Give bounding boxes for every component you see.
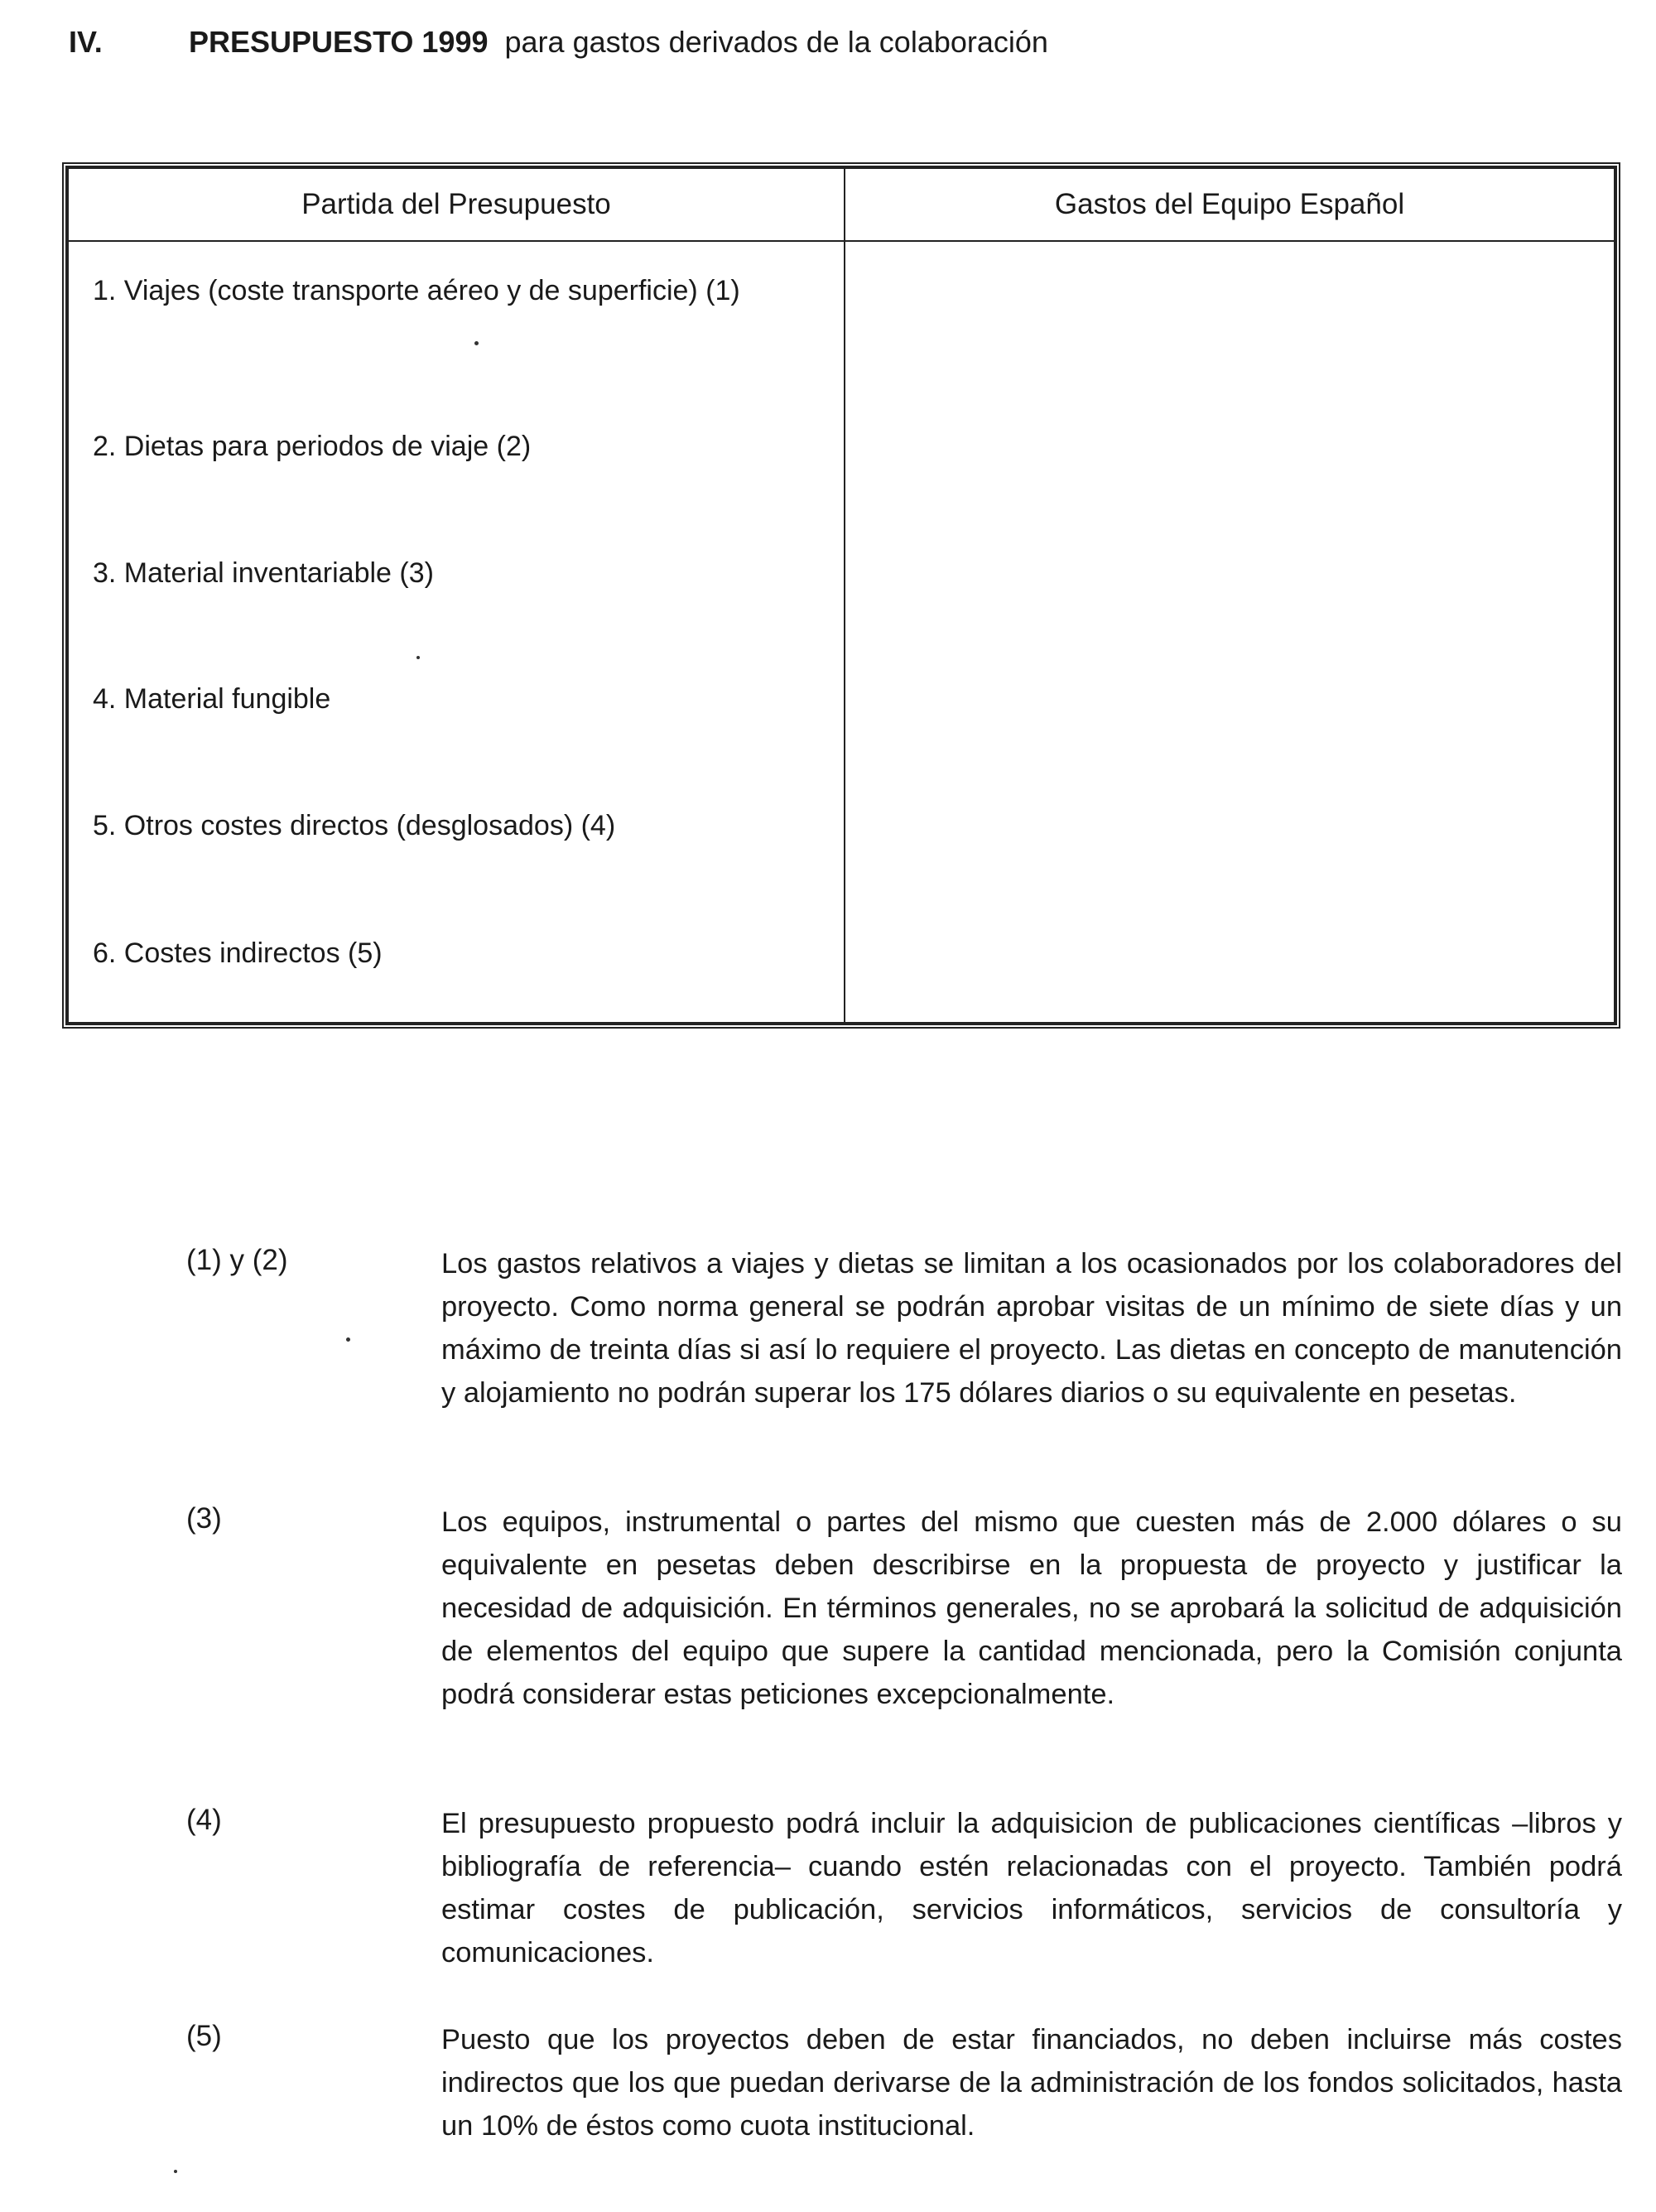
footnote-label: (4)	[186, 1804, 222, 1836]
stray-mark	[474, 341, 479, 345]
footnote-text: Los equipos, instrumental o partes del mismo que cuesten más de 2.000 dólares o su equivalente en pesetas deben describirse en la propuesta de proyecto y justificar la necesidad de adquisición. En términos generales, no se aprobará la solicitud de adquisición de elementos del equipo que supere la cantidad mencionada, pero la Comisión conjunta podrá considerar estas peticiones excepcionalmente.	[441, 1506, 1622, 1710]
header-partida: Partida del Presupuesto	[68, 168, 845, 241]
footnote-label: (1) y (2)	[186, 1244, 288, 1276]
footnote-text: El presupuesto propuesto podrá incluir la adquisicion de publicaciones científicas –libros y bibliografía de referencia– cuando estén relacionadas con el proyecto. También podrá estimar costes de publicación, servicios informáticos, servicios de consultoría y comunicaciones.	[441, 1808, 1622, 1969]
budget-item-otros-costes: 5. Otros costes directos (desglosados) (4)	[93, 810, 616, 841]
section-title-bold: PRESUPUESTO 1999	[189, 25, 489, 59]
section-number: IV.	[69, 25, 103, 59]
budget-items-cell	[68, 241, 845, 1023]
footnote-label: (3)	[186, 1502, 222, 1535]
footnote-text: Puesto que los proyectos deben de estar financiados, no deben incluirse más costes indirectos que los que puedan derivarse de la administración de los fondos solicitados, hasta un 10% de éstos como cuota institucional.	[441, 2024, 1622, 2142]
stray-mark	[416, 656, 420, 659]
header-gastos: Gastos del Equipo Español	[845, 168, 1615, 241]
footnote-text: Los gastos relativos a viajes y dietas se limitan a los ocasionados por los colaboradores del proyecto. Como norma general se podrán aprobar visitas de un mínimo de siete días y un máximo de treinta días si así lo requiere el proyecto. Las dietas en concepto de manutención y alojamiento no podrán superar los 175 dólares diarios o su equivalente en pesetas.	[441, 1248, 1622, 1409]
stray-mark	[174, 2170, 177, 2173]
budget-item-dietas: 2. Dietas para periodos de viaje (2)	[93, 431, 532, 462]
budget-item-costes-indirectos: 6. Costes indirectos (5)	[93, 937, 383, 969]
section-title	[189, 25, 1048, 60]
budget-item-material-inventariable: 3. Material inventariable (3)	[93, 557, 434, 589]
budget-item-viajes: 1. Viajes (coste transporte aéreo y de superficie) (1)	[93, 275, 740, 306]
stray-mark	[346, 1337, 350, 1342]
footnote-label: (5)	[186, 2020, 222, 2052]
section-title-rest: para gastos derivados de la colaboración	[504, 25, 1048, 59]
budget-item-material-fungible: 4. Material fungible	[93, 683, 331, 715]
budget-table	[62, 162, 1620, 1029]
gastos-equipo-cell	[845, 241, 1615, 1023]
